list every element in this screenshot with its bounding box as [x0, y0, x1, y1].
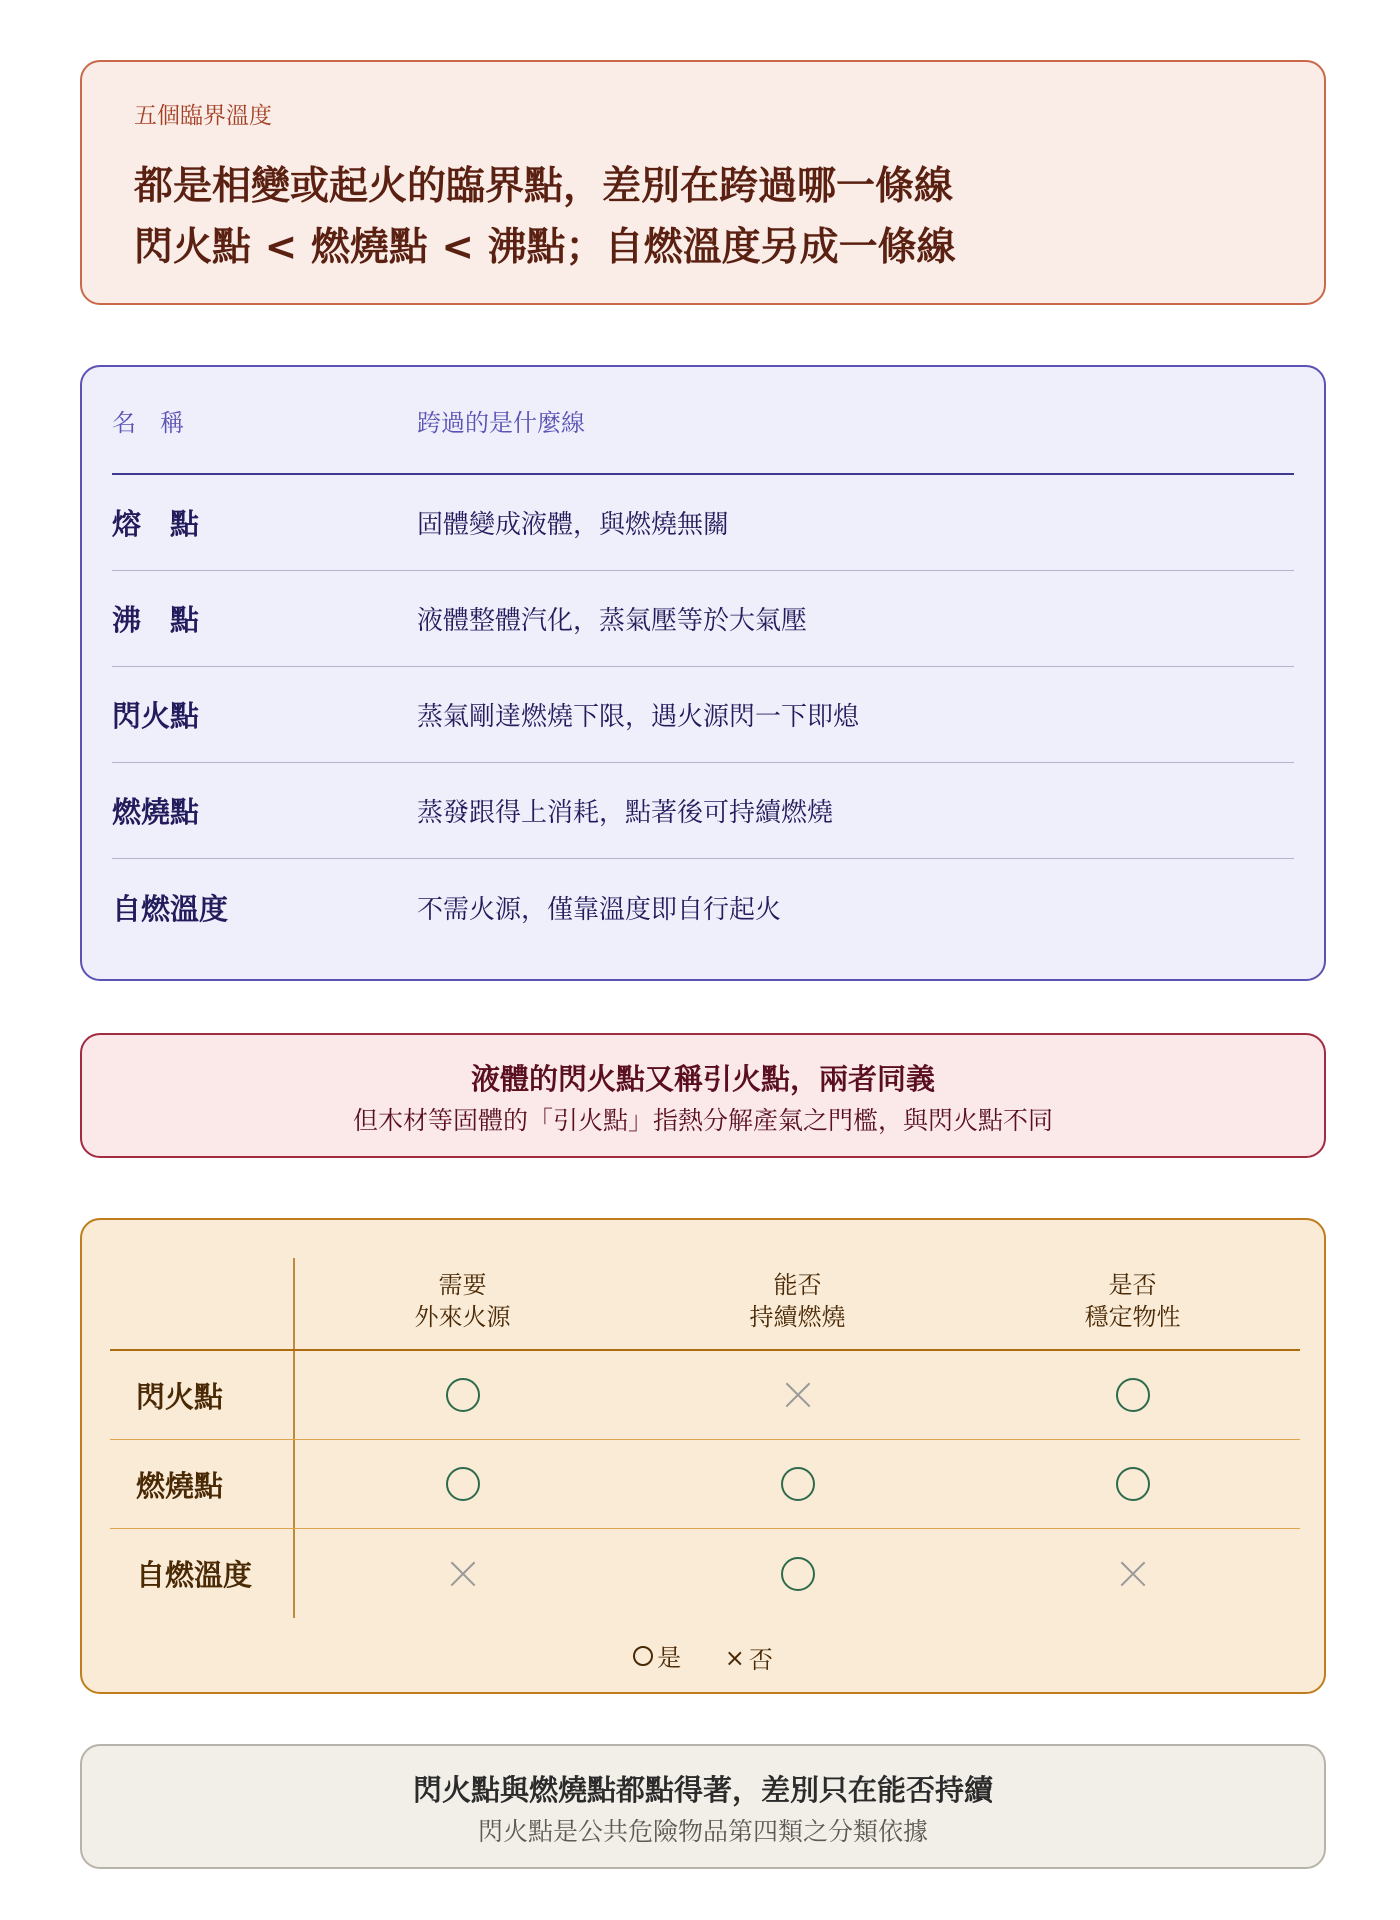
matrix-col-header [965, 1258, 1300, 1349]
definition-name: 燃燒點 [112, 795, 200, 829]
matrix-row [110, 1529, 1300, 1618]
matrix-row-label: 燃燒點 [110, 1440, 295, 1528]
circle-icon [633, 1646, 653, 1666]
matrix-cell [965, 1351, 1300, 1439]
matrix-cell [295, 1529, 630, 1618]
matrix-col-header-line: 持續燃燒 [749, 1302, 846, 1331]
definition-name: 沸 點 [112, 603, 200, 637]
matrix-row [110, 1351, 1300, 1440]
circle-icon [781, 1467, 815, 1501]
matrix-col-header [295, 1258, 630, 1349]
matrix-cell [965, 1440, 1300, 1528]
cross-icon [1120, 1561, 1146, 1587]
definitions-col-name: 名 稱 [112, 408, 184, 437]
definition-row [112, 571, 1294, 667]
header-line-2: 閃火點 < 燃燒點 < 沸點；自燃溫度另成一條線 [134, 225, 956, 270]
definition-name: 閃火點 [112, 699, 200, 733]
header-card [80, 60, 1326, 305]
note-line-1: 液體的閃火點又稱引火點，兩者同義 [470, 1062, 935, 1096]
definition-desc: 不需火源，僅靠溫度即自行起火 [417, 894, 782, 925]
definition-row [112, 859, 1294, 955]
legend-yes [633, 1638, 681, 1673]
comparison-matrix-card [80, 1218, 1326, 1694]
matrix-col-header-line: 能否 [773, 1270, 822, 1299]
circle-icon [1116, 1467, 1150, 1501]
matrix-col-header-line: 穩定物性 [1084, 1302, 1181, 1331]
summary-line-1: 閃火點與燃燒點都點得著，差別只在能否持續 [412, 1773, 993, 1807]
cross-icon [785, 1382, 811, 1408]
definitions-card [80, 365, 1326, 981]
matrix-row-label: 自燃溫度 [110, 1529, 295, 1618]
legend-no [725, 1640, 773, 1675]
cross-icon: × [724, 1643, 745, 1672]
legend-yes-label: 是 [657, 1644, 682, 1672]
header-eyebrow: 五個臨界溫度 [134, 103, 272, 129]
definition-desc: 固體變成液體，與燃燒無關 [417, 510, 730, 540]
matrix-corner-cell [110, 1258, 295, 1349]
circle-icon [446, 1467, 480, 1501]
header-line-1: 都是相變或起火的臨界點，差別在跨過哪一條線 [134, 164, 954, 209]
header-headline [134, 156, 1272, 278]
matrix-legend [82, 1638, 1324, 1675]
circle-icon [781, 1557, 815, 1591]
matrix-col-header-line: 是否 [1108, 1270, 1157, 1299]
summary-line-2: 閃火點是公共危險物品第四類之分類依據 [477, 1817, 928, 1846]
definition-desc: 蒸發跟得上消耗，點著後可持續燃燒 [417, 798, 834, 828]
definition-row [112, 475, 1294, 571]
matrix-cell [295, 1351, 630, 1439]
matrix-body [110, 1351, 1300, 1618]
circle-icon [446, 1378, 480, 1412]
matrix-header-row [110, 1258, 1300, 1351]
matrix-cell [630, 1351, 965, 1439]
definitions-col-desc: 跨過的是什麼線 [417, 408, 585, 437]
definition-row [112, 763, 1294, 859]
matrix-cell [295, 1440, 630, 1528]
matrix-col-header-line: 需要 [438, 1270, 487, 1299]
note-card [80, 1033, 1326, 1158]
matrix-cell [630, 1529, 965, 1618]
definition-desc: 液體整體汽化，蒸氣壓等於大氣壓 [417, 606, 808, 636]
definition-row [112, 667, 1294, 763]
legend-no-label: 否 [748, 1646, 773, 1674]
summary-card [80, 1744, 1326, 1869]
definition-name: 熔 點 [112, 507, 200, 541]
matrix-cell [630, 1440, 965, 1528]
note-line-2: 但木材等固體的「引火點」指熱分解產氣之門檻，與閃火點不同 [352, 1106, 1053, 1135]
definition-name: 自燃溫度 [112, 891, 229, 926]
definitions-header-row [112, 367, 1294, 475]
comparison-matrix [110, 1258, 1300, 1618]
matrix-col-header-line: 外來火源 [414, 1302, 511, 1331]
circle-icon [1116, 1378, 1150, 1412]
matrix-row-label: 閃火點 [110, 1351, 295, 1439]
definition-desc: 蒸氣剛達燃燒下限，遇火源閃一下即熄 [417, 702, 860, 732]
matrix-row [110, 1440, 1300, 1529]
matrix-col-header [630, 1258, 965, 1349]
cross-icon [450, 1561, 476, 1587]
matrix-cell [965, 1529, 1300, 1618]
